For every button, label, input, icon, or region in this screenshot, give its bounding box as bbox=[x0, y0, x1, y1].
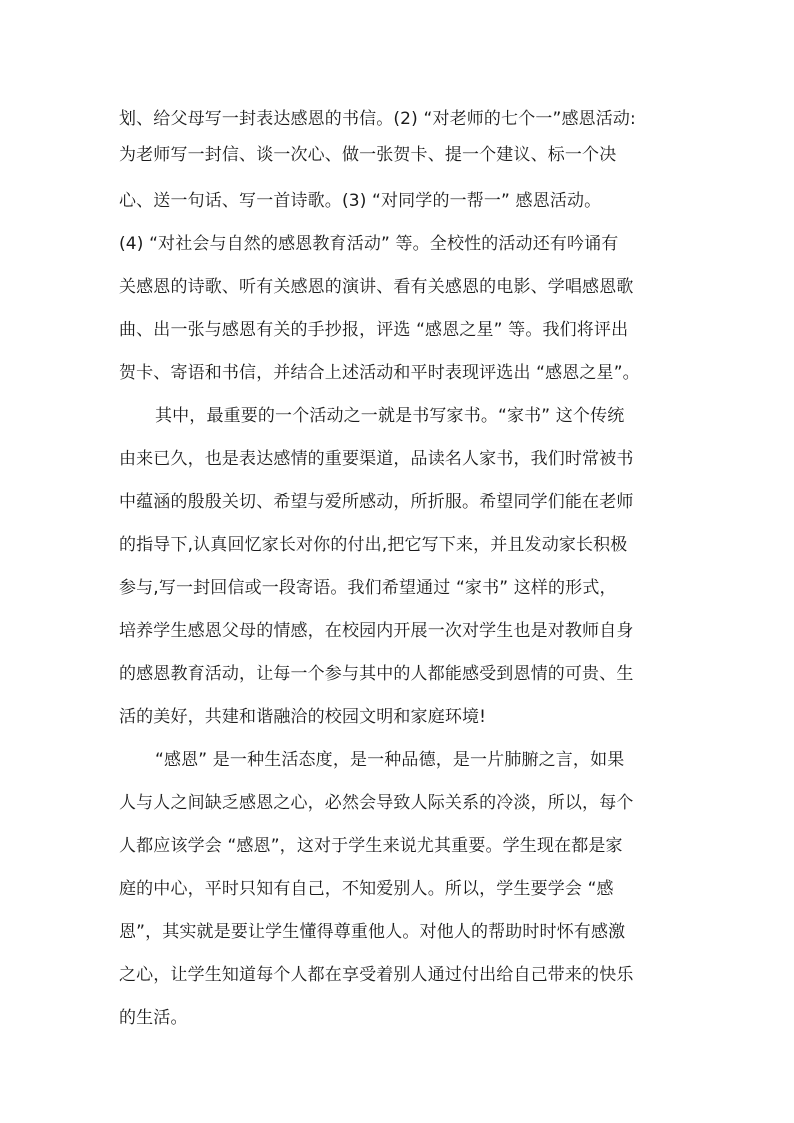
body-text-line: 之心，让学生知道每个人都在享受着别人通过付出给自己带来的快乐 bbox=[119, 965, 634, 985]
body-text-line: 庭的中心，平时只知有自己，不知爱别人。所以，学生要学会 “感 bbox=[119, 879, 614, 899]
body-text-line: 关感恩的诗歌、听有关感恩的演讲、看有关感恩的电影、学唱感恩歌 bbox=[119, 277, 634, 297]
body-text-line: 人与人之间缺乏感恩之心，必然会导致人际关系的冷淡，所以，每个 bbox=[119, 793, 634, 813]
body-text-line: 划、给父母写一封表达感恩的书信。(2) “对老师的七个一”感恩活动: bbox=[119, 109, 636, 129]
body-text-line: 的感恩教育活动，让每一个参与其中的人都能感受到恩情的可贵、生 bbox=[119, 664, 634, 684]
body-text-line: (4) “对社会与自然的感恩教育活动” 等。全校性的活动还有吟诵有 bbox=[119, 234, 619, 254]
body-text-line: 培养学生感恩父母的情感，在校园内开展一次对学生也是对教师自身 bbox=[119, 621, 634, 641]
body-text-line: 由来已久，也是表达感情的重要渠道，品读名人家书，我们时常被书 bbox=[119, 449, 634, 469]
paragraph-first-line: “感恩” 是一种生活态度，是一种品德，是一片肺腑之言，如果 bbox=[155, 750, 625, 770]
paragraph-first-line: 其中，最重要的一个活动之一就是书写家书。“家书” 这个传统 bbox=[155, 406, 625, 426]
body-text-line: 为老师写一封信、谈一次心、做一张贺卡、提一个建议、标一个决 bbox=[119, 145, 617, 165]
body-text-line: 恩”，其实就是要让学生懂得尊重他人。对他人的帮助时时怀有感激 bbox=[119, 922, 626, 942]
body-text-line: 活的美好，共建和谐融洽的校园文明和家庭环境! bbox=[119, 707, 487, 727]
body-text-line: 的生活。 bbox=[119, 1008, 188, 1028]
body-text-line: 贺卡、寄语和书信，并结合上述活动和平时表现评选出 “感恩之星”。 bbox=[119, 363, 640, 383]
body-text-line: 曲、出一张与感恩有关的手抄报，评选 “感恩之星” 等。我们将评出 bbox=[119, 320, 629, 340]
body-text-line: 心、送一句话、写一首诗歌。(3) “对同学的一帮一” 感恩活动。 bbox=[119, 191, 602, 211]
body-text-line: 中蕴涵的殷殷关切、希望与爱所感动，所折服。希望同学们能在老师 bbox=[119, 492, 634, 512]
body-text-line: 人都应该学会 “感恩”，这对于学生来说尤其重要。学生现在都是家 bbox=[119, 836, 623, 856]
body-text-line: 的指导下,认真回忆家长对你的付出,把它写下来，并且发动家长积极 bbox=[119, 535, 628, 555]
body-text-line: 参与,写一封回信或一段寄语。我们希望通过 “家书” 这样的形式， bbox=[119, 578, 617, 598]
